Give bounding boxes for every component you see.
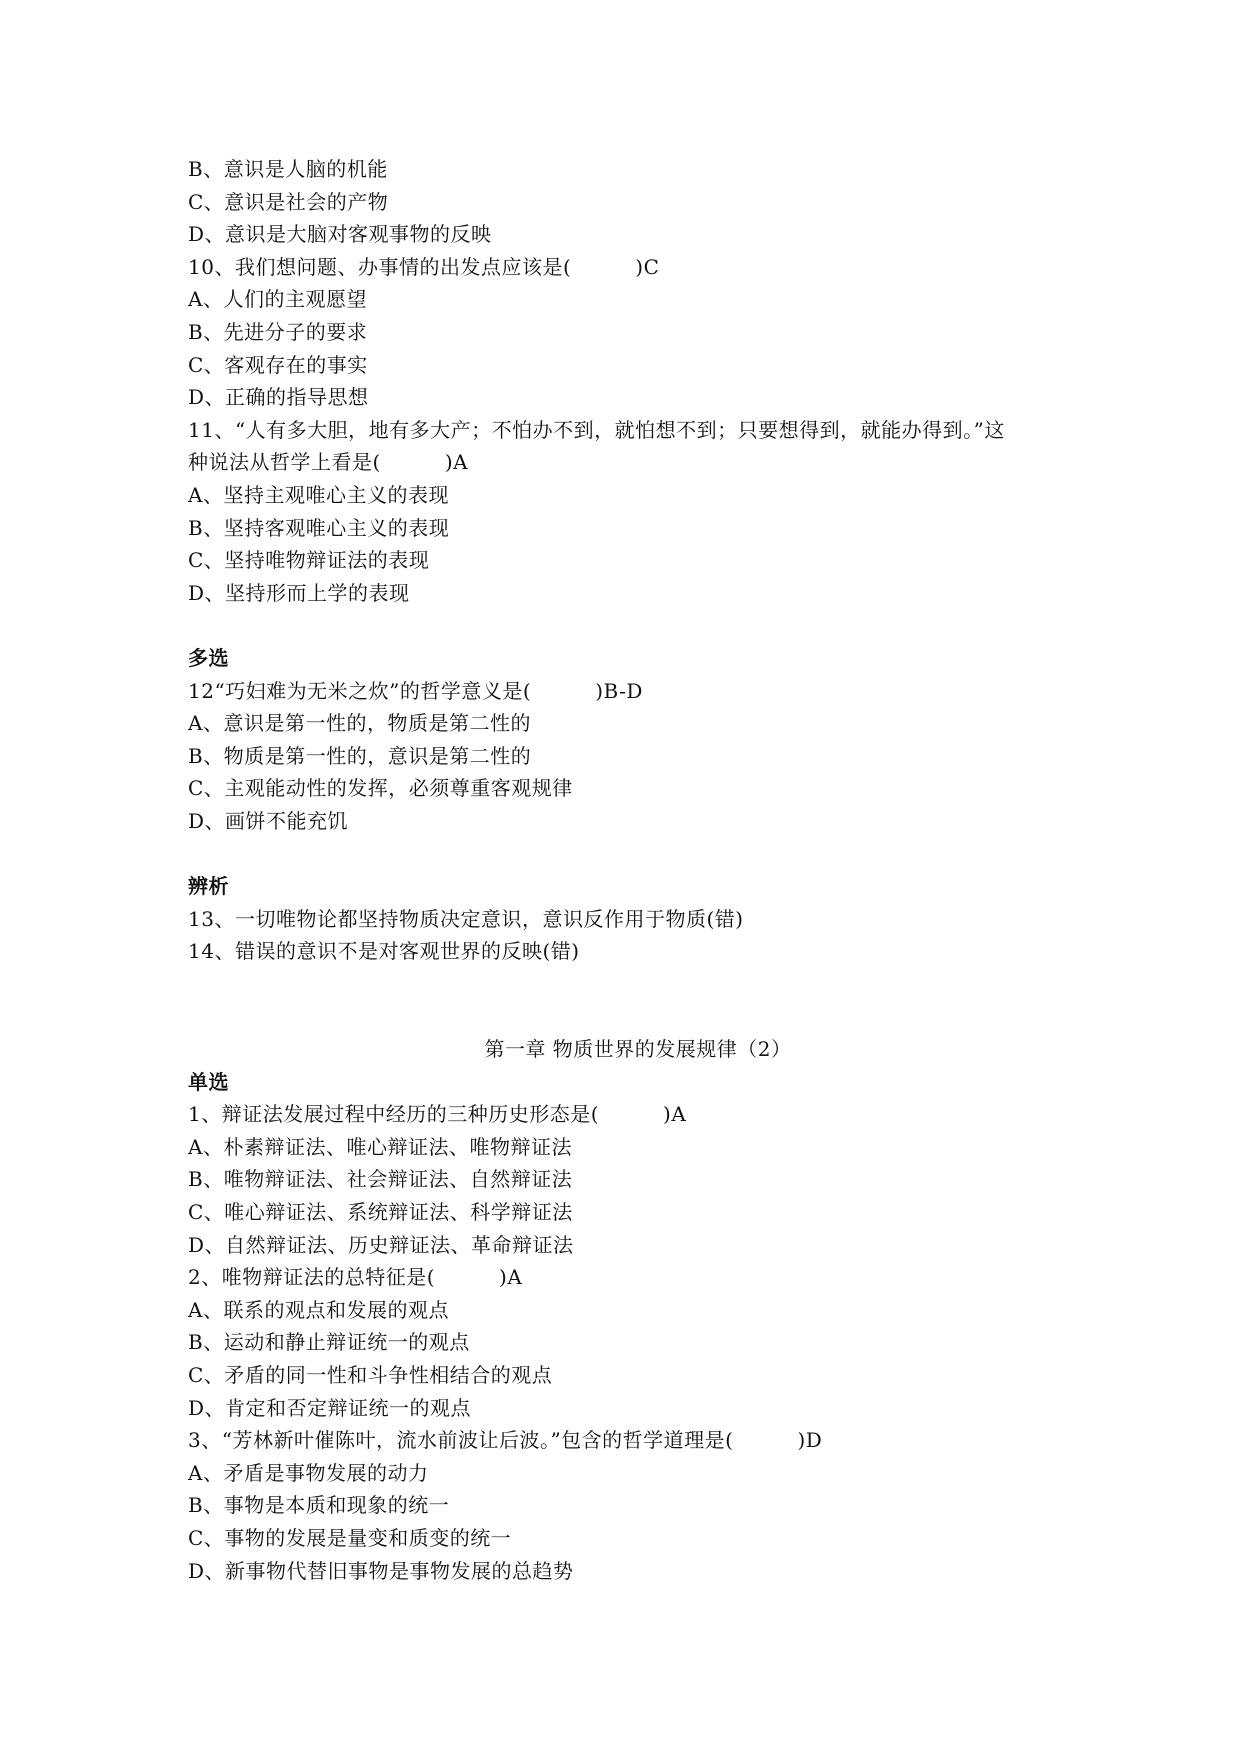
option-line: C、事物的发展是量变和质变的统一 xyxy=(188,1525,512,1550)
option-line: D、正确的指导思想 xyxy=(188,385,369,410)
option-line: D、自然辩证法、历史辩证法、革命辩证法 xyxy=(188,1232,574,1257)
option-line: A、人们的主观愿望 xyxy=(188,287,367,312)
question-answer: )B-D xyxy=(595,678,643,703)
spacer xyxy=(188,837,1088,870)
spacer xyxy=(188,609,1088,642)
question-answer: )D xyxy=(797,1428,823,1453)
question-stem: 种说法从哲学上看是( xyxy=(188,450,381,475)
question-stem: 3、“芳林新叶催陈叶，流水前波让后波。”包含的哲学道理是( xyxy=(188,1428,734,1453)
question-answer: )C xyxy=(635,254,660,279)
question-10 xyxy=(188,251,1088,284)
section-heading-multi: 多选 xyxy=(188,645,229,670)
question-c2 xyxy=(188,1261,1088,1294)
option-line: B、坚持客观唯心主义的表现 xyxy=(188,515,450,540)
chapter-title: 第一章 物质世界的发展规律（2） xyxy=(484,1037,792,1062)
question-stem: 10、我们想问题、办事情的出发点应该是( xyxy=(188,254,572,279)
option-line: B、先进分子的要求 xyxy=(188,319,368,344)
option-line: B、运动和静止辩证统一的观点 xyxy=(188,1330,470,1355)
option-line: B、意识是人脑的机能 xyxy=(188,157,388,181)
question-stem: 1、辩证法发展过程中经历的三种历史形态是( xyxy=(188,1102,600,1127)
question-13: 13、一切唯物论都坚持物质决定意识，意识反作用于物质(错) xyxy=(188,906,744,931)
option-line: A、矛盾是事物发展的动力 xyxy=(188,1460,429,1485)
option-line: D、画饼不能充饥 xyxy=(188,808,349,833)
question-answer: )A xyxy=(499,1265,523,1290)
option-line: C、唯心辩证法、系统辩证法、科学辩证法 xyxy=(188,1200,573,1224)
option-line: A、坚持主观唯心主义的表现 xyxy=(188,482,449,507)
question-c3 xyxy=(188,1424,1088,1457)
spacer xyxy=(188,1000,1088,1033)
spacer xyxy=(188,968,1088,1001)
option-line: C、客观存在的事实 xyxy=(188,352,368,377)
section-heading-single: 单选 xyxy=(188,1069,229,1094)
option-line: B、物质是第一性的，意识是第二性的 xyxy=(188,743,532,768)
question-answer: )A xyxy=(444,450,469,475)
question-12 xyxy=(188,675,1088,708)
option-line: C、坚持唯物辩证法的表现 xyxy=(188,548,430,573)
option-line: D、新事物代替旧事物是事物发展的总趋势 xyxy=(188,1558,574,1583)
question-stem: 2、唯物辩证法的总特征是( xyxy=(188,1265,436,1290)
option-line: C、主观能动性的发挥，必须尊重客观规律 xyxy=(188,776,573,801)
section-heading-judge: 辨析 xyxy=(188,874,229,899)
question-stem: 12“巧妇难为无米之炊”的哲学意义是( xyxy=(188,678,532,703)
option-line: A、联系的观点和发展的观点 xyxy=(188,1297,449,1322)
question-c1 xyxy=(188,1098,1088,1131)
question-11-line1: 11、“人有多大胆，地有多大产；不怕办不到，就怕想不到；只要想得到，就能办得到。”这 xyxy=(188,417,1005,442)
option-line: C、意识是社会的产物 xyxy=(188,189,389,214)
question-14: 14、错误的意识不是对客观世界的反映(错) xyxy=(188,939,580,964)
option-line: A、朴素辩证法、唯心辩证法、唯物辩证法 xyxy=(188,1134,572,1159)
option-line: C、矛盾的同一性和斗争性相结合的观点 xyxy=(188,1362,553,1387)
option-line: D、坚持形而上学的表现 xyxy=(188,580,410,605)
document-content xyxy=(188,153,1088,1587)
option-line: D、肯定和否定辩证统一的观点 xyxy=(188,1395,472,1420)
option-line: A、意识是第一性的，物质是第二性的 xyxy=(188,711,531,736)
question-11-line2 xyxy=(188,446,1088,479)
question-answer: )A xyxy=(663,1102,687,1127)
option-line: B、唯物辩证法、社会辩证法、自然辩证法 xyxy=(188,1167,573,1192)
option-line: B、事物是本质和现象的统一 xyxy=(188,1493,450,1518)
option-line: D、意识是大脑对客观事物的反映 xyxy=(188,222,492,247)
